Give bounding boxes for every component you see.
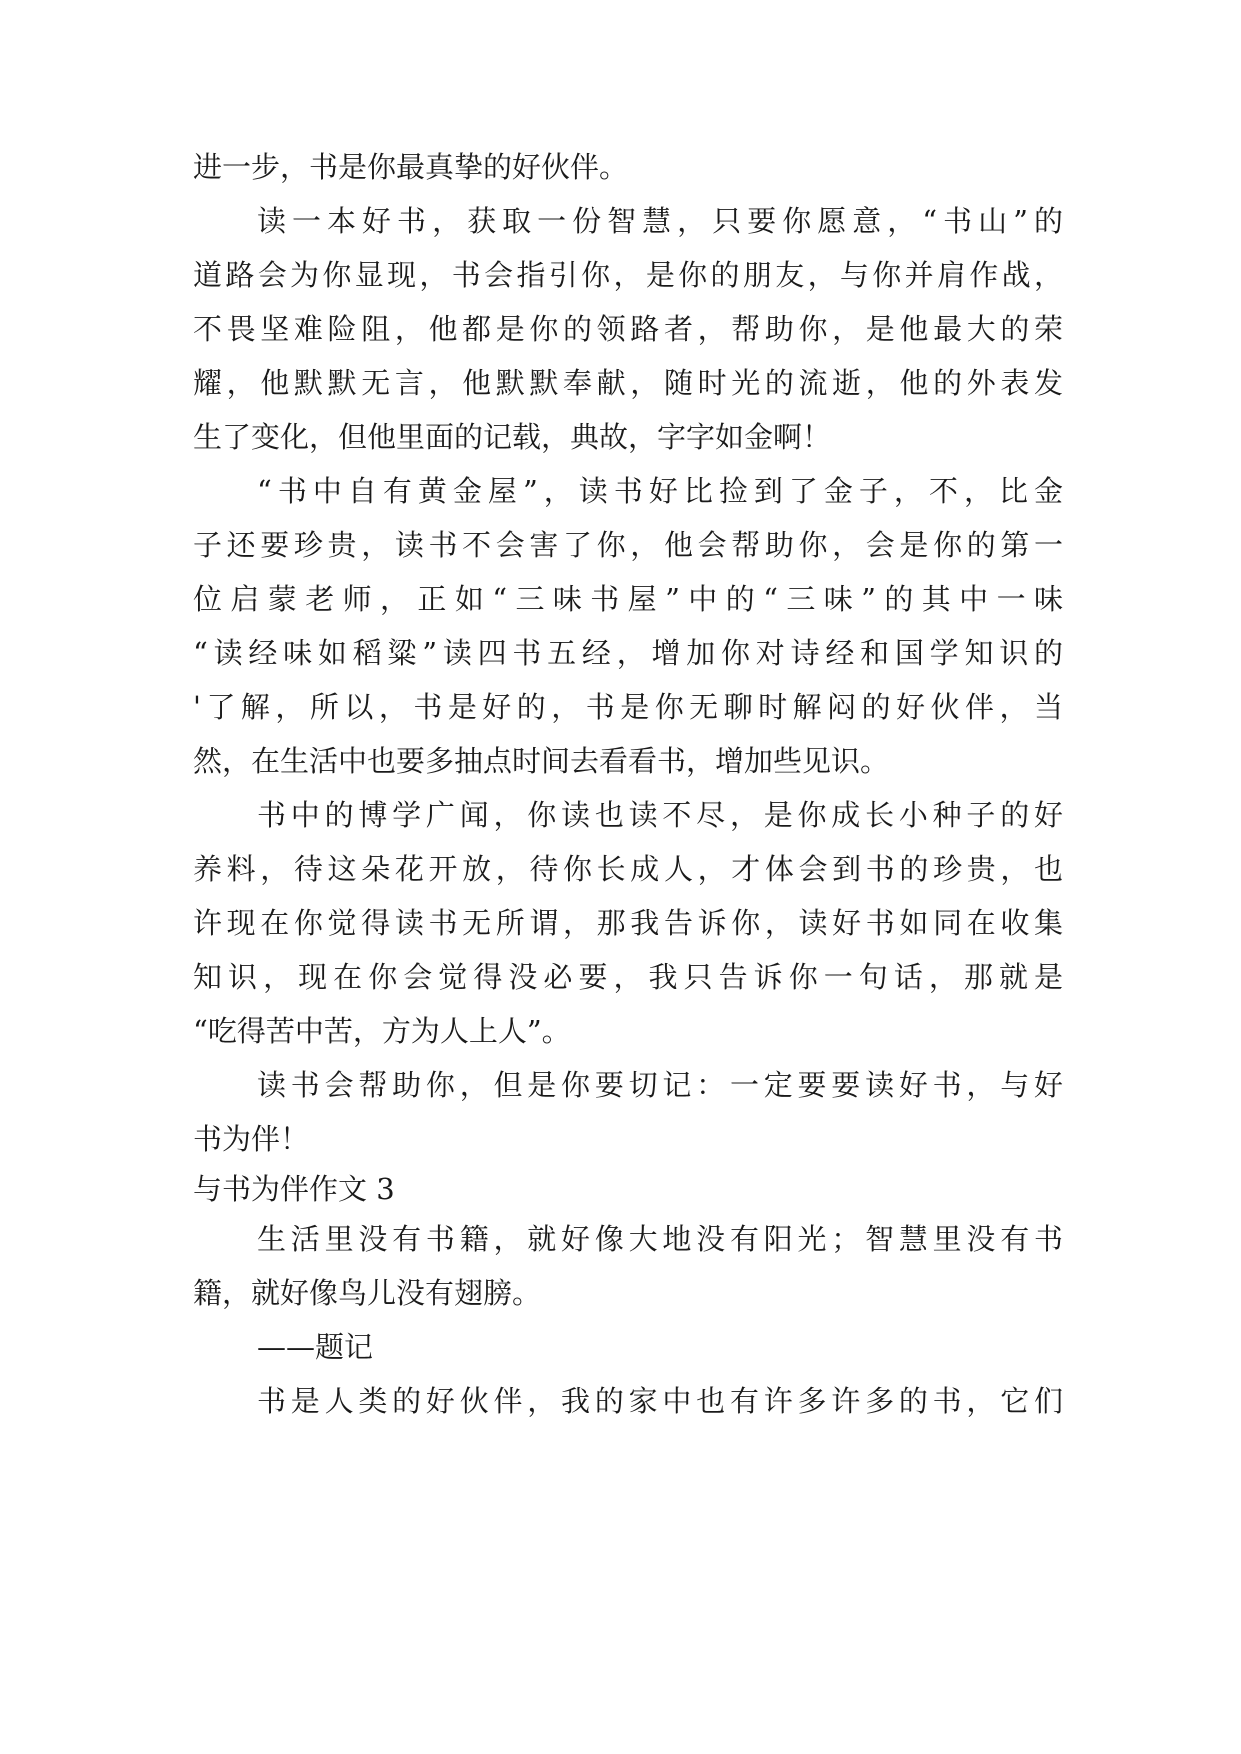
text-line: 养料，待这朵花开放，待你长成人，才体会到书的珍贵，也	[193, 852, 1063, 886]
text-line: “吃得苦中苦，方为人上人”。	[193, 1014, 571, 1048]
paragraph-start-line: 书是人类的好伙伴，我的家中也有许多许多的书，它们	[257, 1384, 1063, 1418]
text-line: 然，在生活中也要多抽点时间去看看书，增加些见识。	[193, 744, 890, 778]
text-line: 位启蒙老师，正如“三味书屋”中的“三味”的其中一味	[193, 582, 1063, 616]
text-line: 进一步，书是你最真挚的好伙伴。	[193, 150, 629, 184]
paragraph-start-line: “书中自有黄金屋”，读书好比捡到了金子，不，比金	[257, 474, 1063, 508]
text-line: 道路会为你显现，书会指引你，是你的朋友，与你并肩作战，	[193, 258, 1063, 292]
text-line: 书为伴！	[193, 1122, 310, 1156]
text-line: 耀，他默默无言，他默默奉献，随时光的流逝，他的外表发	[193, 366, 1063, 400]
text-line: '了解，所以，书是好的，书是你无聊时解闷的好伙伴，当	[193, 690, 1063, 724]
text-line: 不畏坚难险阻，他都是你的领路者，帮助你，是他最大的荣	[193, 312, 1063, 346]
paragraph-start-line: 书中的博学广闻，你读也读不尽，是你成长小种子的好	[257, 798, 1063, 832]
paragraph-start-line: 读书会帮助你，但是你要切记：一定要要读好书，与好	[257, 1068, 1063, 1102]
text-line: 生了变化，但他里面的记载，典故，字字如金啊！	[193, 420, 832, 454]
epigraph-attribution: ——题记	[257, 1330, 374, 1364]
epigraph-line: 籍，就好像鸟儿没有翅膀。	[193, 1276, 542, 1310]
text-line: 知识，现在你会觉得没必要，我只告诉你一句话，那就是	[193, 960, 1063, 994]
paragraph-start-line: 读一本好书，获取一份智慧，只要你愿意，“书山”的	[257, 204, 1063, 238]
text-line: 子还要珍贵，读书不会害了你，他会帮助你，会是你的第一	[193, 528, 1063, 562]
text-line: “读经味如稻粱”读四书五经，增加你对诗经和国学知识的	[193, 636, 1063, 670]
text-line: 许现在你觉得读书无所谓，那我告诉你，读好书如同在收集	[193, 906, 1063, 940]
section-heading: 与书为伴作文 3	[193, 1172, 395, 1206]
epigraph-line: 生活里没有书籍，就好像大地没有阳光；智慧里没有书	[257, 1222, 1063, 1256]
